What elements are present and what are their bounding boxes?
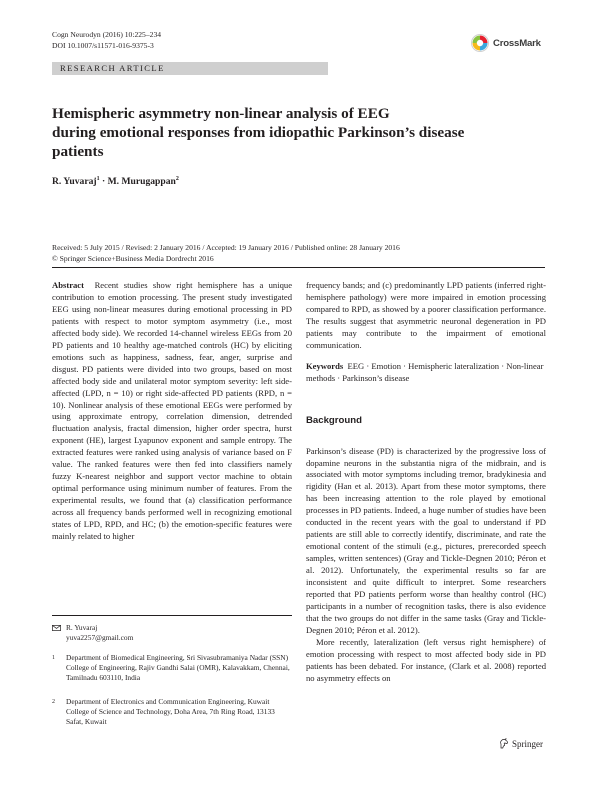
- crossmark-label: CrossMark: [493, 37, 541, 49]
- abstract-text: Recent studies show right hemisphere has a unique contribution to emotion processing. The present study investigated EEG using non-linear measures during emotional processing in PD patients with respect to motor symptom asymmetry (i.e., most affected body side). We recorded 14-channel wireless EEGs from 20 PD patients and 10 healthy age-matched controls (HC) by eliciting emotions such as happiness, sadness, fear, anger, surprise and disgust. PD patients were divided into two groups, based on most affected body side and unilateral motor symptom severity: left side-affected (LPD, n = 10) or right side-affected PD patients (RPD, n = 10). Nonlinear analysis of these emotional EEGs were performed by using approximate entropy, correlation dimension, detrended fluctuation analysis, fractal dimension, higher order spectra, hurst exponent (HE), largest Lyapunov exponent and sample entropy. The extracted features were ranked using analysis of variance based on F value. The ranked features were then fed into classifiers namely fuzzy K-nearest neighbor and support vector machine to obtain optimal performance using minimum number of features. From the experimental results, we found that (a) classification performance across all frequency bands performed well in recognizing emotional states of LPD, RPD, and HC; (b) the emotion-specific features were mainly related to higher: [52, 280, 293, 542]
- right-column: [306, 280, 546, 685]
- envelope-icon: [52, 625, 61, 631]
- keywords-text: EEG · Emotion · Hemispheric lateralization · Non-linear methods · Parkinson’s disease: [306, 360, 544, 383]
- publication-dates: [52, 243, 400, 264]
- author-separator: ·: [99, 176, 108, 188]
- contact-name: R. Yuvaraj: [66, 623, 98, 632]
- journal-meta: [52, 29, 161, 51]
- section-heading: Background: [306, 414, 362, 426]
- crossmark-badge[interactable]: [471, 34, 541, 52]
- affiliation-1: [52, 653, 292, 684]
- affiliation-text: Department of Electronics and Communication Engineering, Kuwait College of Science and Technology, Doha Area, 7th Ring Road, 13133 Safat, Kuwait: [66, 697, 275, 727]
- body-paragraph: More recently, lateralization (left versus right hemisphere) of emotion processing with respect to most affected body side in PD patients has been debated. For instance, (Clark et al. 2008) reported no asymmetry effects on: [306, 636, 546, 683]
- abstract-label: Abstract: [52, 280, 84, 290]
- contact-email[interactable]: yuva2257@gmail.com: [66, 633, 134, 643]
- author-name[interactable]: R. Yuvaraj: [52, 176, 97, 188]
- affiliation-marker: 2: [175, 176, 179, 182]
- body-paragraph: Parkinson’s disease (PD) is characterized by the progressive loss of dopamine neurons in the substantia nigra of the midbrain, and is associated with motor symptoms including tremor, bradykinesia and rigidity (Han et al. 2013). Apart from these motor symptoms, there has been increasing attention to the role played by emotional processes in PD patients. Indeed, a huge number of studies have been conducted in the recent years with the goal to understand if PD patients are still able to correctly identify, discriminate, and rate the emotional content of the stimuli (e.g., pictures, prerecorded speech samples, written sentences) (Gray and Tickle-Degnen 2010; Péron et al. 2012). Unfortunately, the experimental results so far are inconsistent and quite difficult to interpret. Some researchers reported that PD patients perform worse than healthy control (HC) participants in a number of recognition tasks, there is also evidence that the two groups do not differ in the same tasks (Gray and Tickle-Degnen 2010; Péron et al. 2012).: [306, 445, 546, 635]
- copyright-notice: © Springer Science+Business Media Dordrecht 2016: [52, 253, 214, 263]
- doi[interactable]: DOI 10.1007/s11571-016-9375-3: [52, 41, 154, 50]
- affiliation-number: 2: [52, 699, 55, 705]
- divider: [52, 267, 545, 268]
- article-history: Received: 5 July 2015 / Revised: 2 January 2016 / Accepted: 19 January 2016 / Published online: 28 January 2016: [52, 243, 400, 252]
- article-title: [52, 104, 552, 161]
- journal-citation: Cogn Neurodyn (2016) 10:225–234: [52, 30, 162, 39]
- footnote-divider: [52, 615, 292, 616]
- keywords-label: Keywords: [306, 360, 344, 371]
- affiliation-marker: 1: [96, 176, 100, 182]
- crossmark-icon: [471, 34, 489, 52]
- title-line-1: Hemispheric asymmetry non-linear analysis of EEG: [52, 105, 390, 122]
- author-list: [52, 176, 179, 187]
- affiliation-2: [52, 697, 292, 728]
- title-line-3: patients: [52, 143, 104, 160]
- title-line-2: during emotional responses from idiopathic Parkinson’s disease: [52, 124, 465, 141]
- affiliation-number: 1: [52, 655, 55, 661]
- affiliation-text: Department of Biomedical Engineering, Sri Sivasubramaniya Nadar (SSN) College of Engineering, Rajiv Gandhi Salai (OMR), Kalavakkam, Chennai, Tamilnadu 603110, India: [66, 653, 290, 683]
- keywords: [306, 361, 546, 385]
- publisher-name: Springer: [512, 738, 543, 749]
- author-name[interactable]: M. Murugappan: [107, 176, 176, 188]
- article-type-bar: [52, 62, 328, 75]
- left-column: [52, 280, 292, 543]
- springer-horse-icon: [499, 738, 509, 749]
- publisher-logo: [499, 738, 543, 749]
- abstract-continuation: frequency bands; and (c) predominantly LPD patients (inferred right-hemisphere pathology) were more impaired in emotion processing compared to RPD, as showed by a poorer classification performance. The results suggest that asymmetric neuronal degeneration in PD patients may contribute to the impairment of emotional communication.: [306, 280, 546, 350]
- abstract: [52, 280, 292, 543]
- corresponding-author: [52, 623, 133, 643]
- article-type: RESEARCH ARTICLE: [60, 63, 165, 73]
